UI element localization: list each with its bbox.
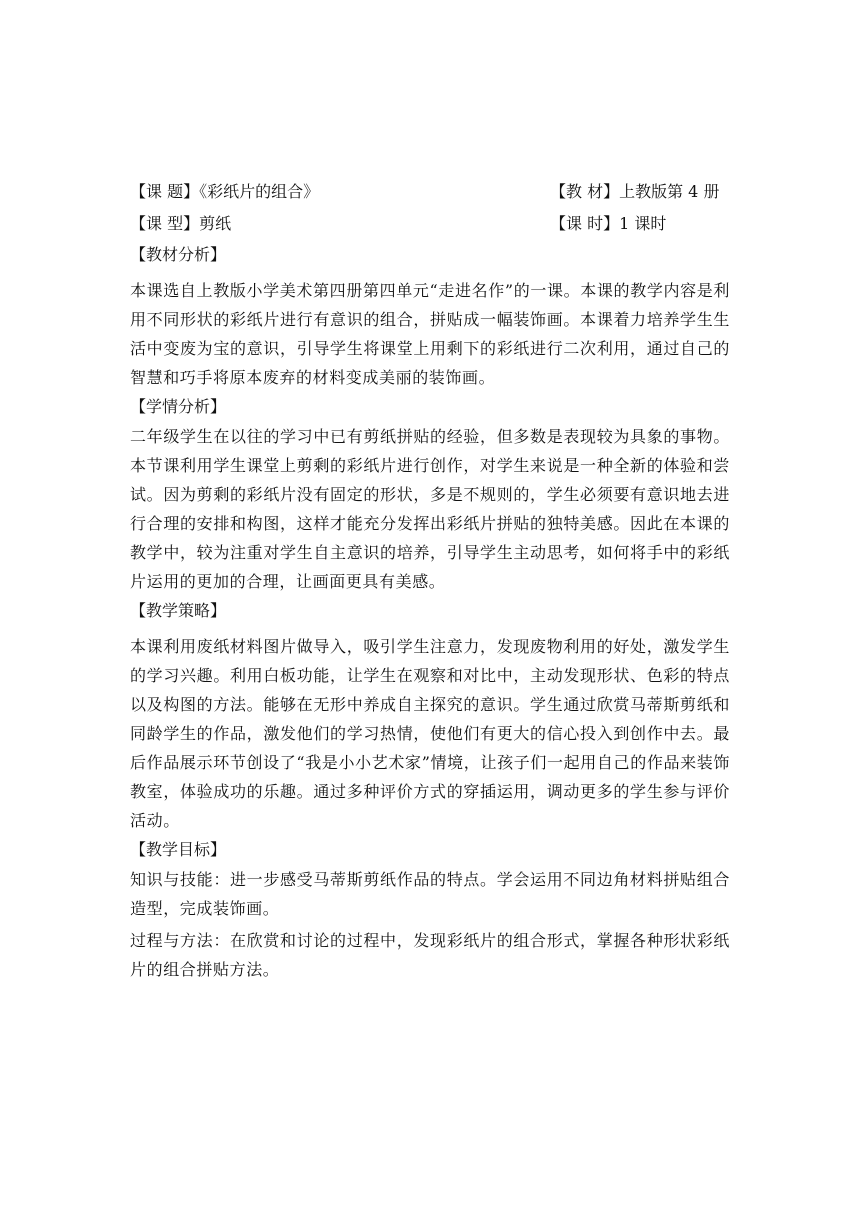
meta-row-1 [130,176,730,208]
lesson-hours: 【课 时】1 课时 [550,214,667,233]
goal-knowledge-skills: 知识与技能：进一步感受马蒂斯剪纸作品的特点。学会运用不同边角材料拼贴组合造型，完成装饰画。 [130,870,730,918]
lesson-type: 【课 型】剪纸 [130,214,232,233]
teaching-goals-heading: 【教学目标】 [130,840,227,859]
material-analysis-heading: 【教材分析】 [130,245,227,264]
teaching-strategy-heading: 【教学策略】 [130,601,227,620]
lesson-plan-document [130,176,730,984]
teaching-strategy-body: 本课利用废纸材料图片做导入，吸引学生注意力，发现废物利用的好处，激发学生的学习兴趣。利用白板功能，让学生在观察和对比中，主动发现形状、色彩的特点以及构图的方法。能够在无形中养成自主探究的意识。学生通过欣赏马蒂斯剪纸和同龄学生的作品，激发他们的学习热情，使他们有更大的信心投入到创作中去。最后作品展示环节创设了“我是小小艺术家”情境，让孩子们一起用自己的作品来装饰教室，体验成功的乐趣。通过多种评价方式的穿插运用，调动更多的学生参与评价活动。 [130,637,730,830]
student-analysis-heading: 【学情分析】 [130,397,227,416]
goal-process-methods: 过程与方法：在欣赏和讨论的过程中，发现彩纸片的组合形式，掌握各种形状彩纸片的组合拼贴方法。 [130,931,730,979]
textbook-info: 【教 材】上教版第 4 册 [550,182,720,201]
lesson-topic: 【课 题】《彩纸片的组合》 [130,182,320,201]
meta-row-2 [130,208,730,240]
student-analysis-body: 二年级学生在以往的学习中已有剪纸拼贴的经验，但多数是表现较为具象的事物。本节课利用学生课堂上剪剩的彩纸片进行创作，对学生来说是一种全新的体验和尝试。因为剪剩的彩纸片没有固定的形状，多是不规则的，学生必须要有意识地去进行合理的安排和构图，这样才能充分发挥出彩纸片拼贴的独特美感。因此在本课的教学中，较为注重对学生自主意识的培养，引导学生主动思考，如何将手中的彩纸片运用的更加的合理，让画面更具有美感。 [130,427,730,591]
material-analysis-body: 本课选自上教版小学美术第四册第四单元“走进名作”的一课。本课的教学内容是利用不同形状的彩纸片进行有意识的组合，拼贴成一幅装饰画。本课着力培养学生生活中变废为宝的意识，引导学生将课堂上用剩下的彩纸进行二次利用，通过自己的智慧和巧手将原本废弃的材料变成美丽的装饰画。 [130,281,730,387]
